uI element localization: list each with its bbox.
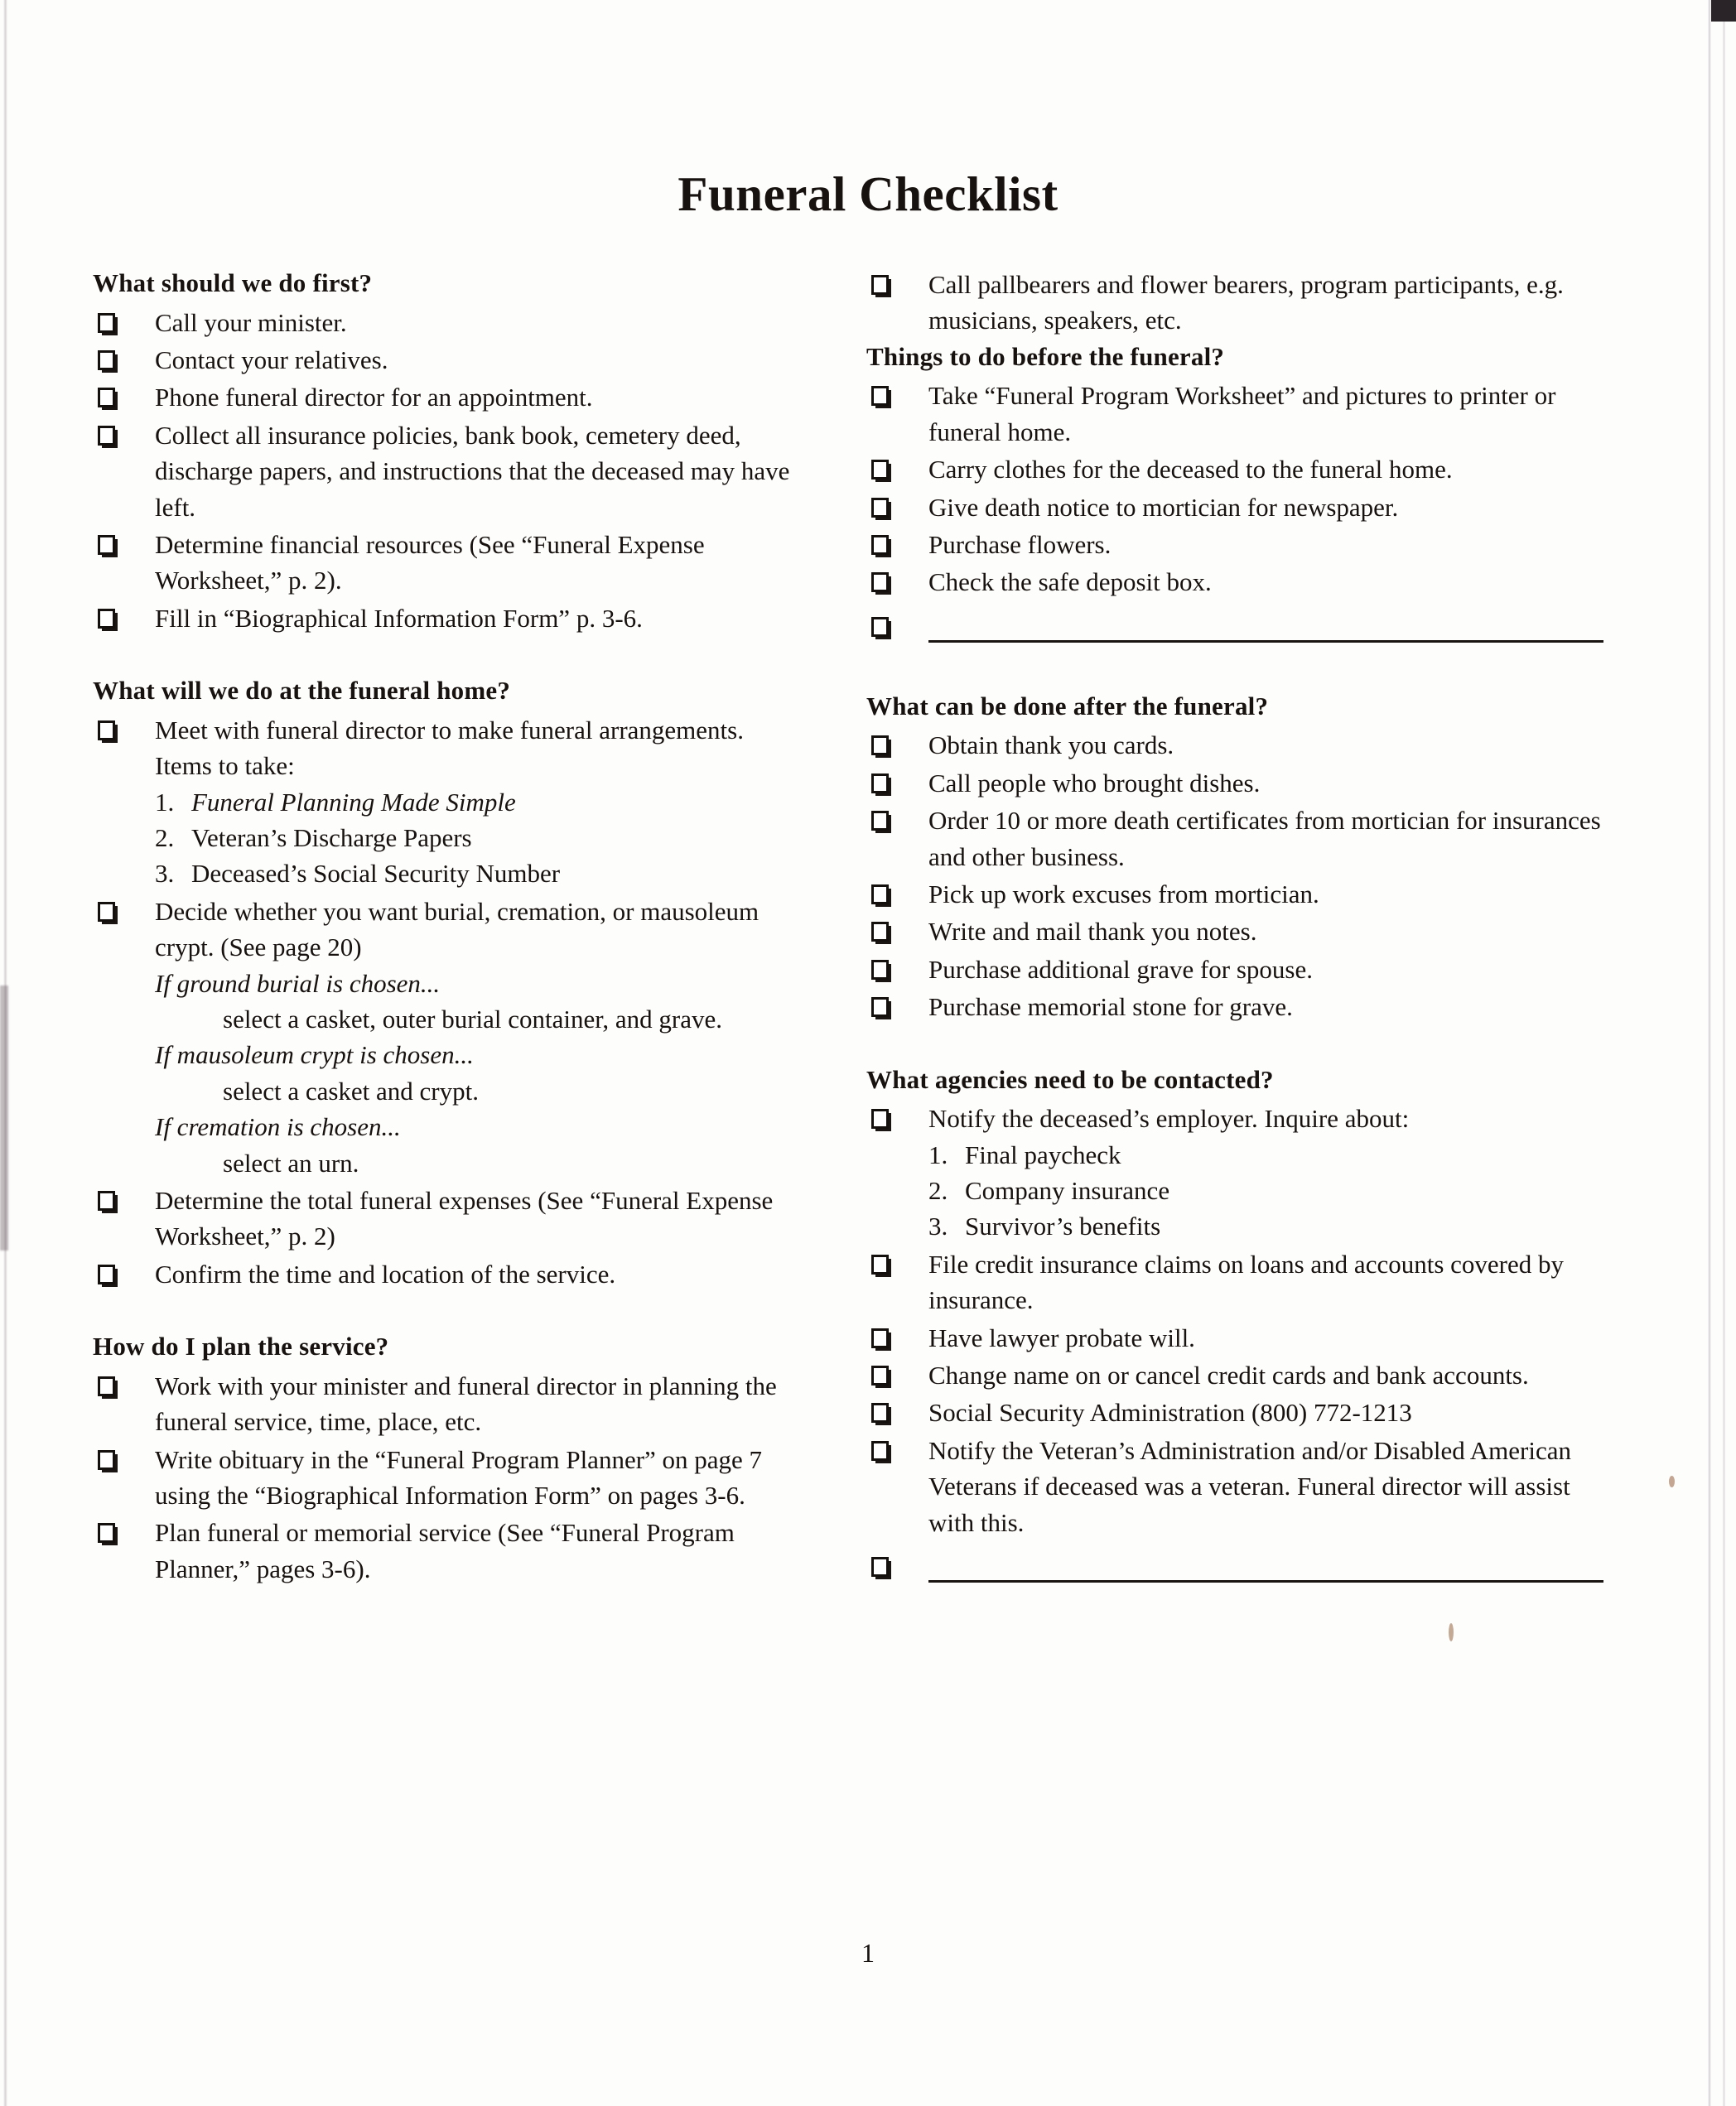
checkbox-icon[interactable] (871, 960, 889, 980)
checklist (866, 727, 1612, 1024)
sub-item-number: 1. (928, 1140, 948, 1169)
checkbox-icon[interactable] (871, 275, 889, 295)
check-item[interactable] (93, 305, 805, 340)
checkbox-icon[interactable] (871, 460, 889, 480)
sub-item-number: 3. (155, 859, 175, 889)
check-item[interactable] (866, 1320, 1612, 1356)
check-item[interactable] (866, 876, 1612, 912)
section-heading: What can be done after the funeral? (866, 691, 1269, 720)
condition-action: select an urn. (223, 1148, 359, 1178)
sub-item-label: Survivor’s benefits (965, 1212, 1161, 1241)
checkbox-icon[interactable] (871, 922, 889, 942)
continued-checklist (866, 267, 1612, 339)
blank-write-in-item[interactable] (866, 1549, 1612, 1592)
checkbox-icon[interactable] (98, 720, 115, 740)
check-item[interactable] (93, 379, 805, 415)
check-item-label: Change name on or cancel credit cards and bank accounts. (928, 1361, 1529, 1390)
sub-item-label: Deceased’s Social Security Number (191, 859, 561, 889)
section-what-will-we-do-at-the-funeral-home (93, 674, 805, 1292)
sub-list-item (928, 1173, 1612, 1208)
checkbox-icon[interactable] (98, 426, 115, 446)
sub-list-item (155, 784, 805, 820)
check-item-label: Purchase flowers. (928, 530, 1112, 560)
check-item-label: Purchase memorial stone for grave. (928, 992, 1293, 1022)
checkbox-icon[interactable] (871, 735, 889, 755)
numbered-sub-list (928, 1137, 1612, 1245)
checkbox-icon[interactable] (871, 773, 889, 793)
check-item-label: Write obituary in the “Funeral Program Planner” on page 7 using the “Biographical Information Form” on pages 3-6. (155, 1444, 763, 1510)
checklist (866, 1101, 1612, 1592)
checkbox-icon[interactable] (871, 1109, 889, 1129)
check-item-label: Call your minister. (155, 307, 347, 337)
checkbox-icon[interactable] (871, 811, 889, 831)
check-item[interactable] (93, 1368, 805, 1440)
sub-list-item (155, 855, 805, 891)
checkbox-icon[interactable] (98, 1265, 115, 1284)
check-item[interactable] (866, 1357, 1612, 1393)
check-item-label: Order 10 or more death certificates from mortician for insurances and other business. (928, 806, 1601, 871)
condition-action: select a casket, outer burial container, and grave. (223, 1004, 722, 1034)
page-title: Funeral Checklist (678, 166, 1058, 221)
section-things-to-do-before-the-funeral (866, 340, 1612, 652)
check-item[interactable] (93, 417, 805, 525)
check-item-label: Check the safe deposit box. (928, 567, 1212, 597)
checkbox-icon[interactable] (98, 1191, 115, 1211)
section-how-do-i-plan-the-service (93, 1330, 805, 1587)
check-item[interactable] (93, 600, 805, 636)
sub-item-label: Company insurance (965, 1176, 1170, 1206)
checkbox-icon[interactable] (871, 1255, 889, 1275)
condition-label: If ground burial is chosen... (155, 968, 441, 998)
check-item[interactable] (866, 378, 1612, 450)
check-item-label: Phone funeral director for an appointment. (155, 383, 593, 412)
section-heading: What should we do first? (93, 268, 373, 297)
check-item-label: Meet with funeral director to make funeral arrangements. Items to take: (155, 715, 744, 781)
page-number: 1 (861, 1938, 875, 1968)
checkbox-icon[interactable] (871, 617, 889, 637)
check-item-label: Decide whether you want burial, cremation, or mausoleum crypt. (See page 20) (155, 896, 760, 962)
checkbox-icon[interactable] (871, 1366, 889, 1386)
check-item-label: Purchase additional grave for spouse. (928, 954, 1314, 984)
check-item[interactable] (866, 765, 1612, 801)
section-heading: How do I plan the service? (93, 1332, 389, 1361)
checkbox-icon[interactable] (871, 498, 889, 518)
check-item-label: Give death notice to mortician for newspaper. (928, 492, 1399, 522)
check-item[interactable] (93, 527, 805, 599)
sub-item-number: 1. (155, 787, 175, 817)
check-item[interactable] (866, 1433, 1612, 1540)
check-item[interactable] (93, 342, 805, 378)
check-item-label: Write and mail thank you notes. (928, 917, 1257, 947)
check-item-label: Social Security Administration (800) 772-1213 (928, 1398, 1412, 1428)
checkbox-icon[interactable] (98, 1523, 115, 1543)
check-item[interactable] (866, 1395, 1612, 1430)
section-heading: Things to do before the funeral? (866, 341, 1225, 371)
sub-item-label: Veteran’s Discharge Papers (191, 823, 472, 853)
checkbox-icon[interactable] (871, 884, 889, 904)
checkbox-icon[interactable] (871, 1403, 889, 1423)
check-item[interactable] (866, 451, 1612, 487)
condition-label: If mausoleum crypt is chosen... (155, 1040, 474, 1070)
checklist (93, 1368, 805, 1587)
checkbox-icon[interactable] (98, 350, 115, 370)
section-heading: What agencies need to be contacted? (866, 1064, 1274, 1094)
check-item-label: Confirm the time and location of the service. (155, 1259, 616, 1289)
check-item-label: Plan funeral or memorial service (See “Funeral Program Planner,” pages 3-6). (155, 1518, 735, 1583)
write-in-line[interactable] (928, 1580, 1603, 1583)
section-what-agencies-need-to-be-contacted (866, 1063, 1612, 1592)
checkbox-icon[interactable] (98, 1450, 115, 1470)
section-what-can-be-done-after-the-funeral (866, 690, 1612, 1025)
checkbox-icon[interactable] (871, 535, 889, 555)
check-item[interactable] (93, 1515, 805, 1587)
checkbox-icon[interactable] (98, 313, 115, 333)
check-item[interactable] (93, 1256, 805, 1292)
blank-write-in-item[interactable] (866, 609, 1612, 652)
sub-list-item (928, 1208, 1612, 1244)
check-item[interactable] (866, 802, 1612, 875)
check-item[interactable] (866, 727, 1612, 763)
check-item-label: Contact your relatives. (155, 345, 388, 375)
check-item[interactable] (93, 712, 805, 892)
right-column (866, 267, 1612, 1593)
check-item-label: Notify the deceased’s employer. Inquire about: (928, 1104, 1410, 1134)
checkbox-icon[interactable] (871, 1557, 889, 1577)
sub-item-label: Funeral Planning Made Simple (191, 787, 516, 817)
check-item-label: Have lawyer probate will. (928, 1323, 1195, 1352)
checklist (93, 305, 805, 637)
check-item-label: Call people who brought dishes. (928, 768, 1261, 798)
checklist (93, 712, 805, 1292)
left-column (93, 267, 805, 1588)
check-item[interactable] (866, 267, 1612, 339)
check-item[interactable] (93, 1442, 805, 1514)
condition-action: select a casket and crypt. (223, 1076, 479, 1106)
check-item-label: Carry clothes for the deceased to the funeral home. (928, 455, 1453, 484)
sub-item-label: Final paycheck (965, 1140, 1121, 1169)
write-in-line[interactable] (928, 640, 1603, 643)
checkbox-icon[interactable] (871, 997, 889, 1017)
check-item-label: Take “Funeral Program Worksheet” and pictures to printer or funeral home. (928, 381, 1556, 446)
check-item[interactable] (866, 564, 1612, 600)
check-item-label: Pick up work excuses from mortician. (928, 880, 1319, 909)
condition-label: If cremation is chosen... (155, 1112, 401, 1142)
checklist (866, 378, 1612, 651)
check-item-label: Fill in “Biographical Information Form” p. 3-6. (155, 603, 643, 633)
check-item[interactable] (866, 489, 1612, 525)
check-item[interactable] (93, 1183, 805, 1255)
section-what-should-we-do-first (93, 267, 805, 636)
check-item[interactable] (866, 952, 1612, 987)
check-item[interactable] (866, 1246, 1612, 1318)
sub-item-number: 2. (155, 823, 175, 853)
check-item-label: Obtain thank you cards. (928, 730, 1174, 760)
check-item[interactable] (866, 989, 1612, 1024)
checkbox-icon[interactable] (871, 1441, 889, 1461)
check-item-label: Determine financial resources (See “Funeral Expense Worksheet,” p. 2). (155, 530, 705, 595)
checkbox-icon[interactable] (871, 572, 889, 592)
checkbox-icon[interactable] (98, 609, 115, 629)
checkbox-icon[interactable] (98, 902, 115, 922)
check-item-label: File credit insurance claims on loans and accounts covered by insurance. (928, 1249, 1564, 1315)
sub-item-number: 3. (928, 1212, 948, 1241)
checkbox-icon[interactable] (98, 388, 115, 407)
check-item-label: Notify the Veteran’s Administration and/or Disabled American Veterans if deceased was a veteran. Funeral director will assist with this. (928, 1435, 1571, 1537)
sub-item-number: 2. (928, 1176, 948, 1206)
check-item-label: Work with your minister and funeral director in planning the funeral service, time, place, etc. (155, 1371, 777, 1437)
checkbox-icon[interactable] (98, 1376, 115, 1396)
sub-list-item (155, 820, 805, 855)
checkbox-icon[interactable] (871, 1328, 889, 1348)
section-heading: What will we do at the funeral home? (93, 676, 511, 706)
check-item-label: Collect all insurance policies, bank book, cemetery deed, discharge papers, and instructions that the deceased may have left. (155, 420, 790, 522)
check-item-label: Determine the total funeral expenses (See “Funeral Expense Worksheet,” p. 2) (155, 1185, 774, 1251)
sub-list-item (928, 1137, 1612, 1173)
checkbox-icon[interactable] (871, 386, 889, 406)
check-item[interactable] (866, 527, 1612, 562)
checkbox-icon[interactable] (98, 535, 115, 555)
check-item[interactable] (93, 894, 805, 1181)
check-item-label: Call pallbearers and flower bearers, program participants, e.g. musicians, speakers, etc. (928, 270, 1564, 335)
check-item[interactable] (866, 1101, 1612, 1245)
check-item[interactable] (866, 913, 1612, 949)
numbered-sub-list (155, 784, 805, 892)
